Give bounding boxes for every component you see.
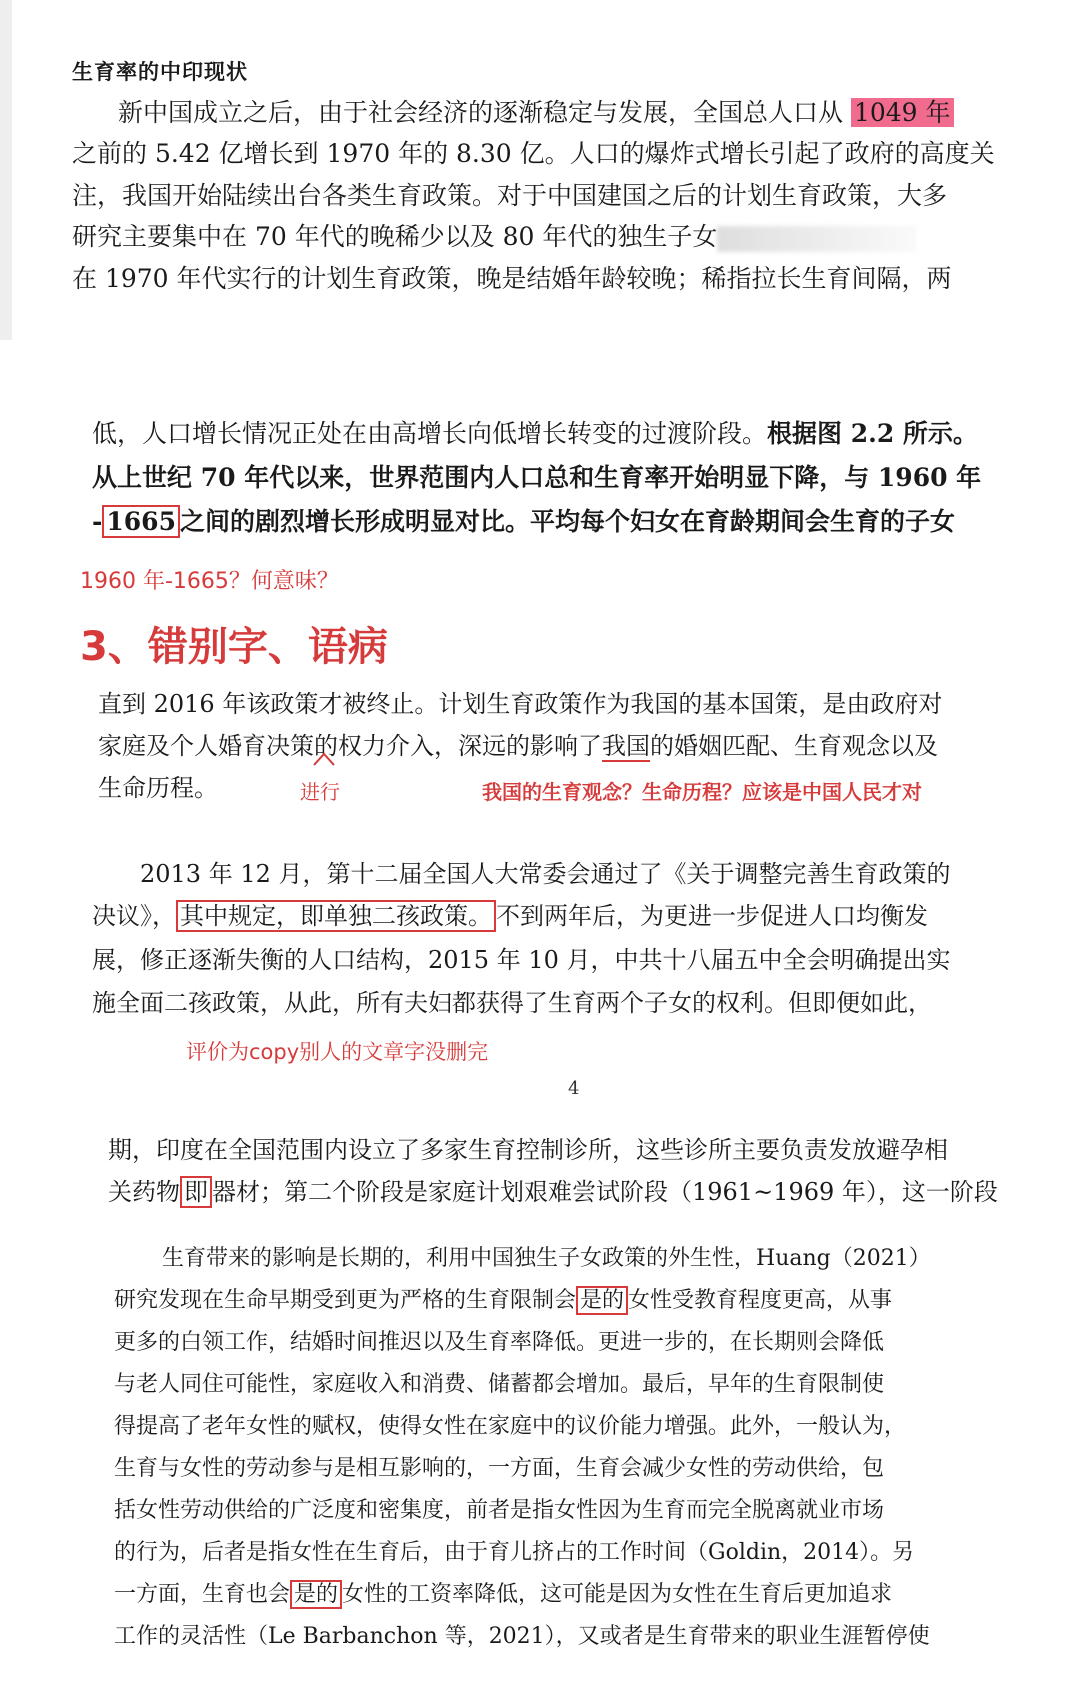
text-line: 关药物 即 器材；第二个阶段是家庭计划艰难尝试阶段（1961~1969 年），这一阶段 [108,1178,998,1206]
text-line: 更多的白领工作，结婚时间推迟以及生育率降低。更进一步的，在长期则会降低 [114,1330,885,1355]
text-line: 新中国成立之后，由于社会经济的逐渐稳定与发展，全国总人口从 1049 年 [118,97,954,129]
red-annotation: 评价为copy别人的文章字没删完 [186,1040,489,1064]
text-line: 一方面，生育也会 是的 女性的工资率降低，这可能是因为女性在生育后更加追求 [114,1582,893,1607]
scan-edge [0,0,12,340]
text-line: 2013 年 12 月，第十二届全国人大常委会通过了《关于调整完善生育政策的 [140,860,951,888]
page-number: 4 [568,1078,580,1099]
text-line: 从上世纪 70 年代以来，世界范围内人口总和生育率开始明显下降，与 1960 年 [92,463,982,492]
red-annotation-comment: 我国的生育观念？生命历程？应该是中国人民才对 [482,780,922,804]
text-line: 低，人口增长情况正处在由高增长向低增长转变的过渡阶段。根据图 2.2 所示。 [92,419,978,448]
error-box: 是的 [290,1580,342,1609]
text-line: 直到 2016 年该政策才被终止。计划生育政策作为我国的基本国策，是由政府对 [98,690,943,718]
text-line: 工作的灵活性（Le Barbanchon 等，2021），又或者是生育带来的职业生涯暂停使 [114,1624,930,1649]
error-box: 是的 [576,1286,628,1315]
text-line: 之前的 5.42 亿增长到 1970 年的 8.30 亿。人口的爆炸式增长引起了政府的高度关 [72,139,995,168]
text-line: 研究发现在生命早期受到更为严格的生育限制会 是的 女性受教育程度更高，从事 [114,1288,893,1313]
text-line: 得提高了老年女性的赋权，使得女性在家庭中的议价能力增强。此外，一般认为， [114,1414,907,1439]
underlined-phrase: 我国 [602,732,650,760]
text-line: 注，我国开始陆续出台各类生育政策。对于中国建国之后的计划生育政策，大多 [72,181,948,210]
text-line: 生命历程。 [98,774,218,802]
error-box: 即 [180,1176,212,1208]
highlight-year: 1049 年 [851,98,954,127]
text-line: - 1665 之间的剧烈增长形成明显对比。平均每个妇女在育龄期间会生育的子女 [92,507,955,536]
text-line: 在 1970 年代实行的计划生育政策，晚是结婚年龄较晚；稀指拉长生育间隔，两 [72,264,952,293]
section-title: 生育率的中印现状 [72,59,248,84]
heading-typos-grammar: 3、错别字、语病 [80,624,388,670]
error-box: 其中规定，即单独二孩政策。 [176,900,496,932]
error-box: 1665 [102,505,180,538]
text-line: 的行为，后者是指女性在生育后，由于育儿挤占的工作时间（Goldin，2014）。另 [114,1540,915,1565]
text-line: 生育带来的影响是长期的，利用中国独生子女政策的外生性，Huang（2021） [162,1246,931,1271]
text-line: 决议》， 其中规定，即单独二孩政策。 不到两年后，为更进一步促进人口均衡发 [92,902,928,930]
text-line: 期，印度在全国范围内设立了多家生育控制诊所，这些诊所主要负责发放避孕相 [108,1136,948,1164]
text-line: 括女性劳动供给的广泛度和密集度，前者是指女性因为生育而完全脱离就业市场 [114,1498,885,1523]
blur-mask [717,226,917,252]
text-line: 研究主要集中在 70 年代的晚稀少以及 80 年代的独生子女 [72,221,917,253]
text-line: 与老人同住可能性，家庭收入和消费、储蓄都会增加。最后，早年的生育限制使 [114,1372,885,1397]
insertion-point: 策 [290,732,314,760]
text-line: 展，修正逐渐失衡的人口结构，2015 年 10 月，中共十八届五中全会明确提出实 [92,946,951,974]
red-annotation: 1960 年-1665？何意味？ [80,569,339,594]
insert-caret-icon [313,752,335,766]
text-line: 生育与女性的劳动参与是相互影响的，一方面，生育会减少女性的劳动供给，包 [114,1456,885,1481]
red-annotation-insert: 进行 [300,780,340,804]
text-line: 施全面二孩政策，从此，所有夫妇都获得了生育两个子女的权利。但即便如此， [92,989,932,1017]
text-line: 家庭及个人婚育决策的权力介入，深远的影响了我国的婚姻匹配、生育观念以及 [98,732,938,760]
